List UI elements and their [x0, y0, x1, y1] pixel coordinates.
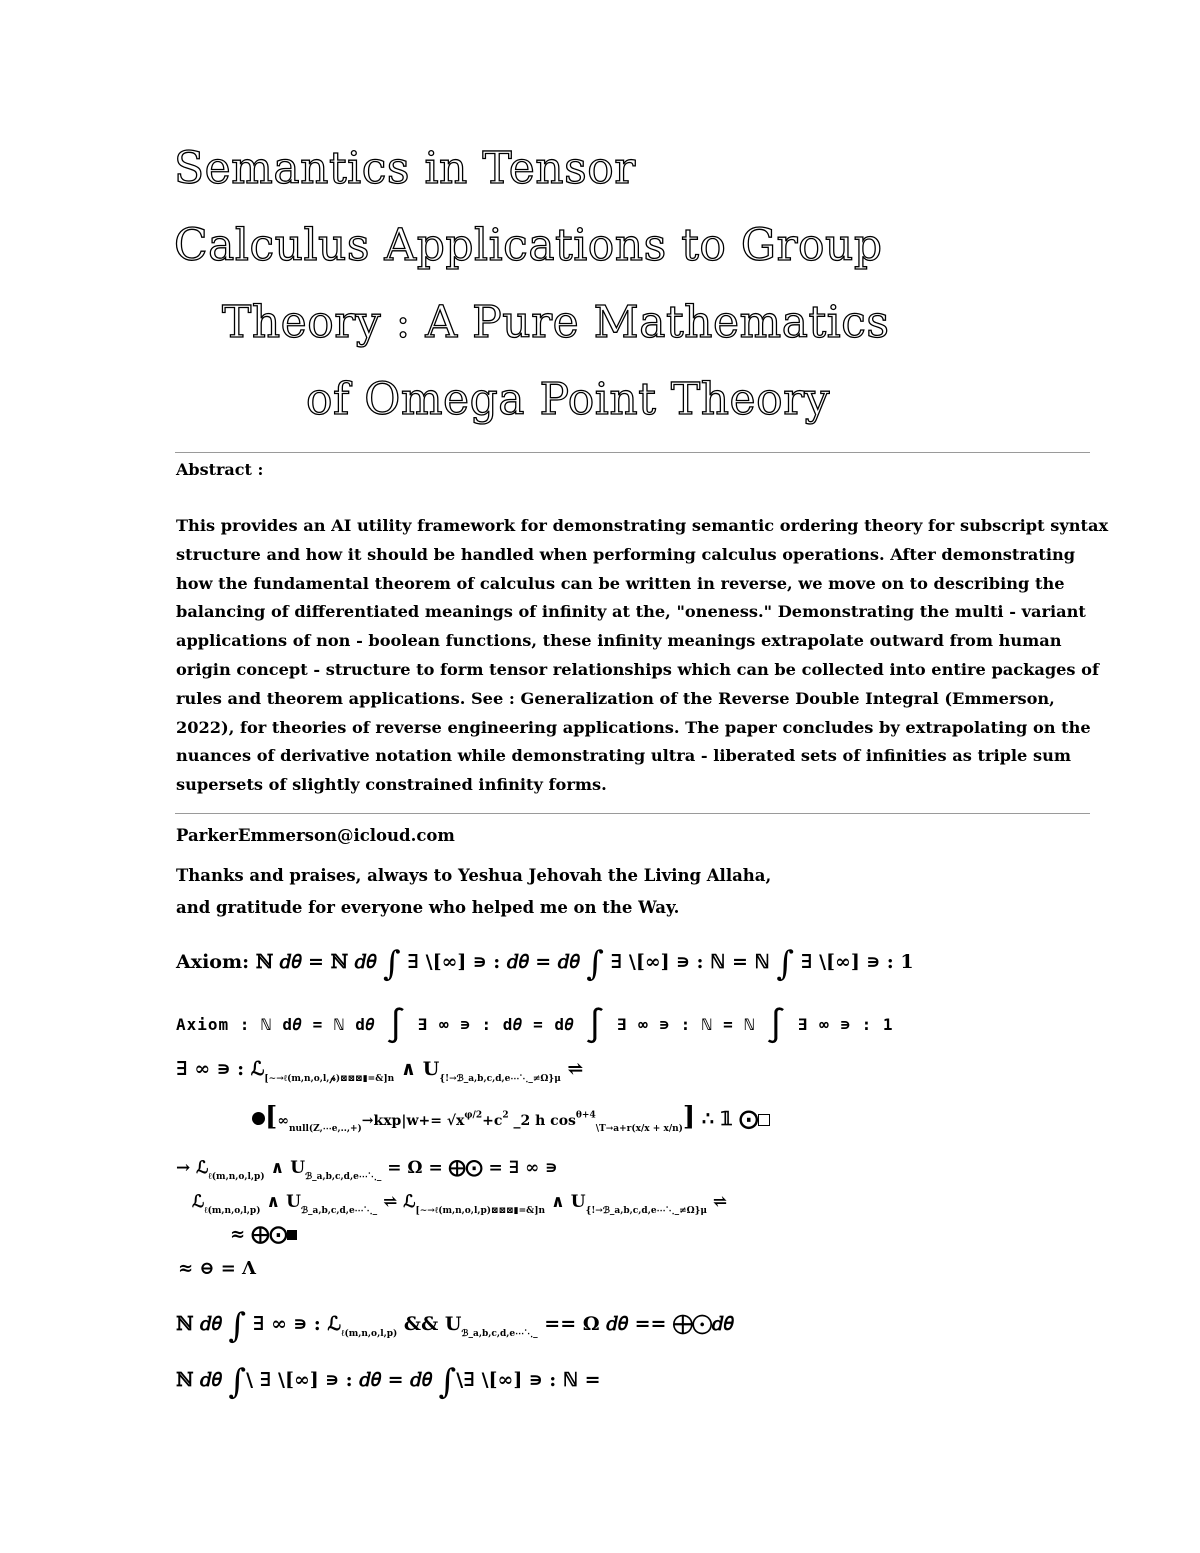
contact-email: ParkerEmmerson@icloud.com	[176, 826, 455, 845]
title-line-4: of Omega Point Theory	[306, 374, 830, 425]
abstract-line: applications of non - boolean functions, these infinity meanings extrapolate outward from human	[176, 631, 1062, 651]
equation-line-9: ℕ 𝑑𝜃 ∫ ∃ ∞ ∍ : ℒ$_{\ell(m,n,o,l,p)}$ && $U_{ℬ\_a,b,c,d,e\cdots⋱\_} == \Omega$ 𝑑𝜃 == ⨁⨀𝑑𝜃	[176, 1306, 734, 1346]
integral-sign: ∫	[228, 1306, 247, 1346]
abstract-line: supersets of slightly constrained infinity forms.	[176, 775, 607, 795]
integral-sign: ∫	[228, 1362, 247, 1402]
integral-sign: ∫	[385, 1006, 408, 1046]
equation-line-8: ≈ ⊖ = Λ	[178, 1258, 257, 1279]
abstract-line: structure and how it should be handled when performing calculus operations. After demonstrating	[176, 544, 1076, 564]
abstract-line: This provides an AI utility framework for demonstrating semantic ordering theory for subscript syntax	[176, 516, 1109, 535]
abstract-line: rules and theorem applications. See : Generalization of the Reverse Double Integral (Emmerson,	[176, 688, 1055, 708]
title-line-3: Theory : A Pure Mathematics	[222, 297, 890, 348]
equation-line-10: ℕ 𝑑𝜃 ∫\ ∃ \[∞] ∍ : 𝑑𝜃 = 𝑑𝜃 ∫\∃ \[∞] ∍ : ℕ =	[176, 1362, 601, 1402]
abstract-line: 2022), for theories of reverse engineering applications. The paper concludes by extrapolating on the	[176, 717, 1091, 737]
abstract-label: Abstract :	[176, 460, 264, 479]
abstract-line: balancing of differentiated meanings of infinity at the, "oneness." Demonstrating the multi - variant	[176, 602, 1086, 622]
abstract-line: how the fundamental theorem of calculus can be written in reverse, we move on to describing the	[176, 573, 1065, 593]
equation-axiom-2: Axiom : ℕ d𝜃 = ℕ d𝜃 ∫ ∃ ∞ ∍ : d𝜃 = d𝜃 ∫ ∃ ∞ ∍ : ℕ = ℕ ∫ ∃ ∞ ∍ : 1	[176, 1006, 894, 1046]
integral-sign: ∫	[776, 944, 795, 984]
abstract-line: origin concept - structure to form tensor relationships which can be collected into entire packages of	[176, 659, 1099, 679]
integral-sign: ∫	[438, 1362, 457, 1402]
integral-sign: ∫	[765, 1006, 788, 1046]
integral-sign: ∫	[584, 1006, 607, 1046]
filled-circle-icon	[252, 1112, 265, 1125]
divider-top	[175, 452, 1090, 453]
equation-line-4: [$\infty_{null(Z,\cdots e,..,+)}\to kxp|w+= √x^{\varphi/2}+c^2$ _2 h $\cos^{\theta+4}_{\backslash T\to a+r(x/x + x/n)}$] ∴ 𝟙 ⨀	[252, 1102, 770, 1134]
integral-sign: ∫	[586, 944, 604, 984]
divider-bottom	[175, 813, 1090, 814]
equation-line-7: ≈ ⨁⨀	[230, 1224, 297, 1245]
equation-line-5: → ℒ$_{\ell(m,n,o,l,p)}$ ∧ $U_{ℬ\_a,b,c,d,e\cdots⋱\_} = \Omega$ = ⨁⨀ = ∃ ∞ ∍	[176, 1158, 558, 1182]
filled-square-icon	[287, 1230, 297, 1240]
abstract-body	[176, 512, 1109, 800]
equation-line-6: ℒ$_{\ell(m,n,o,l,p)}$ ∧ $U_{ℬ\_a,b,c,d,e\cdots⋱\_}$ ⇌ ℒ$_{[\sim\to\ell(m,n,o,l,p)⊠⊠⊠▮=\&]n}$ ∧ $U_{\{!\to ℬ\_a,b,c,d,e\cdots⋱\_\ne\Omega\}\mu}$ ⇌	[192, 1192, 728, 1216]
equation-axiom-1: Axiom: ℕ 𝑑𝜃 = ℕ 𝑑𝜃 ∫ ∃ \[∞] ∍ : 𝑑𝜃 = 𝑑𝜃 ∫ ∃ \[∞] ∍ : ℕ = ℕ ∫ ∃ \[∞] ∍ : 1	[176, 944, 914, 984]
integral-sign: ∫	[382, 944, 401, 984]
square-outline-icon	[758, 1114, 770, 1126]
title-line-1: Semantics in Tensor	[174, 143, 636, 194]
thanks-line-1: Thanks and praises, always to Yeshua Jehovah the Living Allaha,	[176, 866, 772, 885]
abstract-line: nuances of derivative notation while demonstrating ultra - liberated sets of infinities as triple sum	[176, 746, 1072, 766]
equation-line-3: ∃ ∞ ∍ : ℒ$_{[\sim\to\ell(m,n,o,l,𝓅)⊠⊠⊠▮=\&]n}$ ∧ $U_{\{!\to ℬ\_a,b,c,d,e\cdots⋱\_\ne\Omega\}\mu}$ ⇌	[176, 1058, 584, 1084]
thanks-line-2: and gratitude for everyone who helped me on the Way.	[176, 898, 680, 917]
title-line-2: Calculus Applications to Group	[174, 220, 883, 271]
